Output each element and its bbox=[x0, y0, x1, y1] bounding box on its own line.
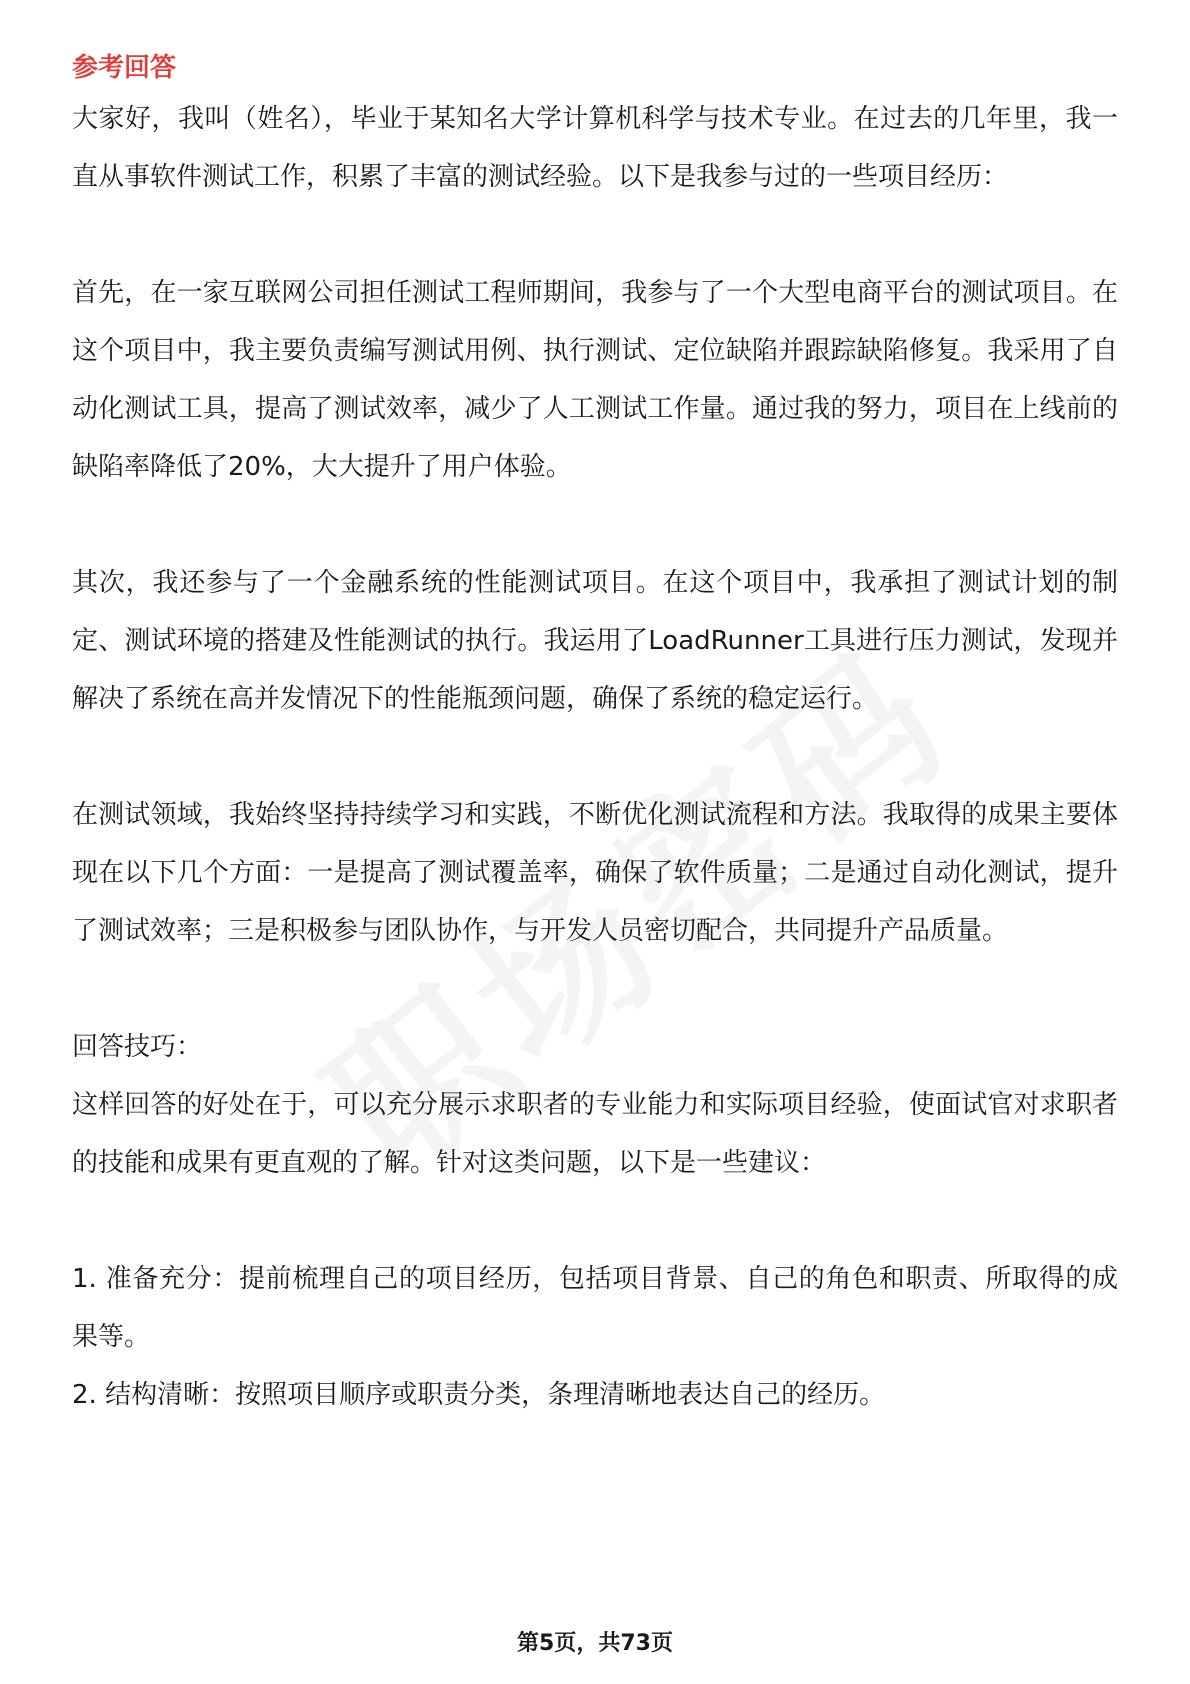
tips-title: 回答技巧： bbox=[72, 1032, 203, 1062]
page-number: 第5页，共73页 bbox=[517, 1631, 673, 1656]
paragraph-gap bbox=[72, 206, 1118, 264]
paragraph-gap bbox=[72, 1192, 1118, 1250]
paragraph-gap bbox=[72, 496, 1118, 554]
second-project-paragraph: 其次，我还参与了一个金融系统的性能测试项目。在这个项目中，我承担了测试计划的制定、测试环境的搭建及性能测试的执行。我运用了LoadRunner工具进行压力测试，发现并解决了系统在高并发情况下的性能瓶颈问题，确保了系统的稳定运行。 bbox=[72, 568, 1118, 714]
tip-item-1: 1. 准备充分：提前梳理自己的项目经历，包括项目背景、自己的角色和职责、所取得的成果等。 bbox=[72, 1264, 1118, 1352]
paragraph-gap bbox=[72, 960, 1118, 1018]
document-content bbox=[72, 48, 1118, 1424]
tips-body: 这样回答的好处在于，可以充分展示求职者的专业能力和实际项目经验，使面试官对求职者的技能和成果有更直观的了解。针对这类问题，以下是一些建议： bbox=[72, 1090, 1118, 1178]
tip-item-2: 2. 结构清晰：按照项目顺序或职责分类，条理清晰地表达自己的经历。 bbox=[72, 1380, 886, 1410]
intro-paragraph: 大家好，我叫（姓名），毕业于某知名大学计算机科学与技术专业。在过去的几年里，我一直从事软件测试工作，积累了丰富的测试经验。以下是我参与过的一些项目经历： bbox=[72, 104, 1118, 192]
first-project-paragraph: 首先，在一家互联网公司担任测试工程师期间，我参与了一个大型电商平台的测试项目。在这个项目中，我主要负责编写测试用例、执行测试、定位缺陷并跟踪缺陷修复。我采用了自动化测试工具，提高了测试效率，减少了人工测试工作量。通过我的努力，项目在上线前的缺陷率降低了20%，大大提升了用户体验。 bbox=[72, 278, 1118, 482]
section-heading: 参考回答 bbox=[72, 53, 177, 83]
paragraph-gap bbox=[72, 728, 1118, 786]
achievements-paragraph: 在测试领域，我始终坚持持续学习和实践，不断优化测试流程和方法。我取得的成果主要体现在以下几个方面：一是提高了测试覆盖率，确保了软件质量；二是通过自动化测试，提升了测试效率；三是积极参与团队协作，与开发人员密切配合，共同提升产品质量。 bbox=[72, 800, 1118, 946]
